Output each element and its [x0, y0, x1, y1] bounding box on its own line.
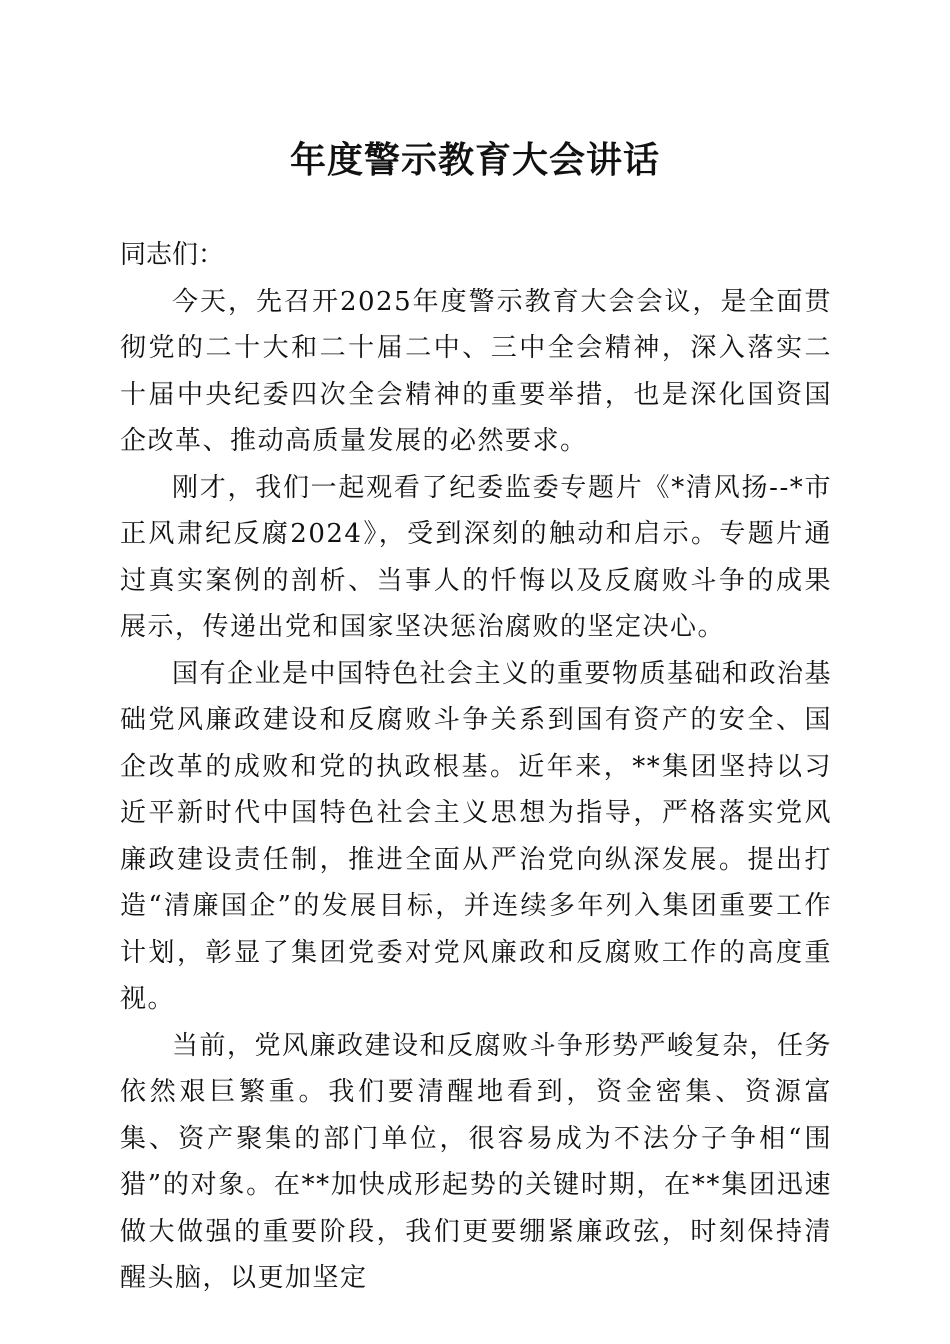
- paragraph-2: 刚才，我们一起观看了纪委监委专题片《*清风扬--*市正风肃纪反腐2024》，受到深刻的触动和启示。专题片通过真实案例的剖析、当事人的忏悔以及反腐败斗争的成果展示，传递出党和国家坚决惩治腐败的坚定决心。: [120, 472, 832, 642]
- paragraph-1: 今天，先召开2025年度警示教育大会会议，是全面贯彻党的二十大和二十届二中、三中全会精神，深入落实二十届中央纪委四次全会精神的重要举措，也是深化国资国企改革、推动高质量发展的必然要求。: [120, 286, 832, 456]
- document-body: [120, 232, 832, 1302]
- salutation: 同志们：: [120, 240, 225, 270]
- paragraph-3: 国有企业是中国特色社会主义的重要物质基础和政治基础党风廉政建设和反腐败斗争关系到国有资产的安全、国企改革的成败和党的执政根基。近年来，**集团坚持以习近平新时代中国特色社会主义思想为指导，严格落实党风廉政建设责任制，推进全面从严治党向纵深发展。提出打造“清廉国企”的发展目标，并连续多年列入集团重要工作计划，彰显了集团党委对党风廉政和反腐败工作的高度重视。: [120, 658, 833, 1014]
- paragraph-4: 当前，党风廉政建设和反腐败斗争形势严峻复杂，任务依然艰巨繁重。我们要清醒地看到，资金密集、资源富集、资产聚集的部门单位，很容易成为不法分子争相“围猎”的对象。在**加快成形起势的关键时期，在**集团迅速做大做强的重要阶段，我们更要绷紧廉政弦，时刻保持清醒头脑，以更加坚定: [120, 1030, 833, 1293]
- document-title: 年度警示教育大会讲话: [289, 139, 660, 181]
